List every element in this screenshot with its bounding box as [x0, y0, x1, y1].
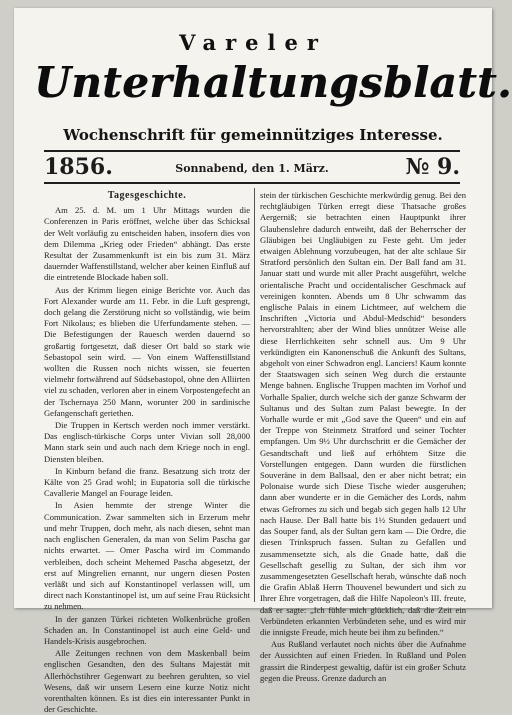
article-paragraph: In der ganzen Türkei richteten Wolkenbrüche großen Schaden an. In Constantinopel ist auch eine Geld- und Handels-Krisis ausgebrochen.	[44, 613, 250, 646]
column-divider	[254, 188, 255, 602]
article-paragraph: In Asien hemmte der strenge Winter die Communication. Zwar sammelten sich in Erzerum mehr und mehr Truppen, doch mehr, als nach diesen, sehnt man nach englischen Generalen, da man von Selim Pascha gar nichts erwartet. — Omer Pascha wird im Commando verbleiben, doch scheint Mehemed Pascha abgesetzt, der erst auf Mingrelien ernannt, nur ungern diesen Posten verläßt und sich auf Konstantinopel verlassen will, um direct nach Konstantinopel ist, um auf seine Frau Rücksicht zu nehmen.	[44, 500, 250, 612]
masthead-subtitle: Wochenschrift für gemeinnütziges Interesse.	[63, 126, 443, 144]
article-paragraph: Am 25. d. M. um 1 Uhr Mittags wurden die Conferenzen in Paris eröffnet, welche über das Schicksal der Welt vorläufig zu entscheiden haben, insofern dies von dem Dilemma „Krieg oder Frieden“ abhängt. Das erste Resultat der Zusammenkunft ist ein bis zum 31. März dauernder Waffenstillstand, welcher aber keinen Einfluß auf die eintretende Blockade haben soll.	[44, 205, 250, 283]
article-paragraph: In Kinburn befand die franz. Besatzung sich trotz der Kälte von 25 Grad wohl; in Eupatoria soll die türkische Cavallerie Mangel an Fourage leiden.	[44, 465, 250, 499]
article-paragraph: Alle Zeitungen rechnen von dem Maskenball beim englischen Gesandten, den des Sultans Majestät mit Allerhöchstihrer Gegenwart zu beehren geruhten, so viel Wesens, daß wir unsern Lesern eine kurze Notiz nicht vorenthalten können. Es ist dies ein interessanter Punkt in der Geschichte.	[44, 648, 250, 715]
masthead-title: Unterhaltungsblatt.	[34, 58, 512, 107]
header-rule-bottom	[44, 182, 460, 184]
newspaper-page	[14, 8, 512, 715]
issue-date: Sonnabend, den 1. März.	[175, 162, 329, 175]
masthead-kicker: Vareler	[179, 30, 327, 55]
article-paragraph: stein der türkischen Geschichte merkwürdig genug. Bei den rechtgläubigen Türken erregt diese Thatsache großes Aergerniß; sie betrachten einen Hauptpunkt ihrer Glaubenslehre dadurch entweiht, daß der Beherrscher der Gläubigen bei Ungläubigen zu Feste geht. Um jeder etwaigen Ablehnung vorzubeugen, hat der alte schlaue Sir Stratford persönlich den Sultan ein. Der Ball fand am 31. Januar statt und wurde mit aller Pracht ausgeführt, welche orientalische Pracht und occidentalischer Geschmack auf vereinigen konnten. Abends um 8 Uhr schwamm das englische Palais in einem Lichtmeer, auf welchem die Inschriften „Victoria und Abdul-Medschid“ besonders hervorstrahlten; aber der Wind blies unnützer Weise alle diese Herrlichkeiten sehr schnell aus. Um 9 Uhr verkündigten ein Kanonenschuß die Ankunft des Sultans, abgeholt von einer Schwadron engl. Lanciers! Kaum konnte der Staatswagen sich seinen Weg durch die erstaunte Menge bahnen. Englische Truppen machten im Vorhof und Vorhalle Spalier, durch welche sich der ganze Schwarm der Sultanus und des Sultan zum Palast bewegte. In der Vorhalle wurde er mit „God save the Queen“ und ein auf der Treppe von Steinmetz Stratford und seiner Tochter empfangen. Um 9½ Uhr durchschritt er die Gemächer der Gesandtschaft und ließ auf erhöhtem Sitze die Vorstellungen entgegen. Dann wurden die fürstlichen Souveräne in dem Ballsaal, den er aber nicht betrat; ein Polonaise wurde sich Diese Tische wieder ausgeruhen; dann aber wunderte er in die Gemächer des Lords, nahm etwas Gefrornes zu sich und begab sich gegen halb 12 Uhr nach Hause. Der Ball hatte bis 1½ Stunden gedauert und das Souper fand, als der Sultan gern kam — Die Ordre, die diesen Trinkspruch fassen. Sultan zu Gefallen und zusammensetzte sich, als die Gnade hatte, daß die Gesellschaft gesellig zu Sultan, der sich ihm vor zusammengesetzten Gesellschaft herab, wünschte daß noch die Grafin Ablaß Herrn Thouvenel bewundert und sich zu Ihrer Ehre vorgetragen, daß die Hilfe Napoleon's III. freute, daß er sagte: „Ich fühle mich glücklich, daß die Zeit ein Verbündeten erkannten Verbündeten sehe, und es wird mir die innigste Freude, mich heute bei ihm zu befinden.“	[260, 190, 467, 637]
article-paragraph: Die Truppen in Kertsch werden noch immer verstärkt. Das englisch-türkische Corps unter Vivian soll 28,000 Mann stark sein und auch nach dem Kriege noch in engl. Diensten bleiben.	[44, 420, 250, 464]
section-title: Tagesgeschichte.	[107, 190, 187, 201]
article-paragraph: Aus Rußland verlautet noch nichts über die Aufnahme der Aussichten auf einen Frieden. In Rußland und Polen grassirt die Rinderpest gewaltig, dafür ist ein großer Schutz gegen die Preuss. Grenze dadurch an	[260, 639, 466, 683]
left-column	[44, 190, 250, 715]
issue-year: 1856.	[44, 154, 113, 180]
issue-number: № 9.	[405, 154, 460, 180]
article-paragraph: Aus der Krimm liegen einige Berichte vor. Auch das Fort Alexander wurde am 11. Febr. in die Luft gesprengt, doch gelang die Zerstörung nicht so vollständig, wie beim Fort Nikolaus; es blieben die Uferfundamente stehen. — Die Befestigungen der Rauesch werden dauernd so großartig fortgesetzt, daß dieser Ort bald so stark wie Sebastopol sein wird. — Von einem Waffenstillstand wollten die Russen noch nichts wissen, sie feuerten vielmehr fortwährend auf Südsebastopol, ohne den Alliirten viel zu schaden, verloren aber in einem Vorpostengefecht an der Tschernaya 250 Mann, worunter 200 in sardinische Gefangenschaft geriethen.	[44, 284, 250, 418]
header-rule-top	[44, 150, 460, 152]
dateline-bar	[44, 154, 460, 180]
right-column	[260, 190, 467, 683]
